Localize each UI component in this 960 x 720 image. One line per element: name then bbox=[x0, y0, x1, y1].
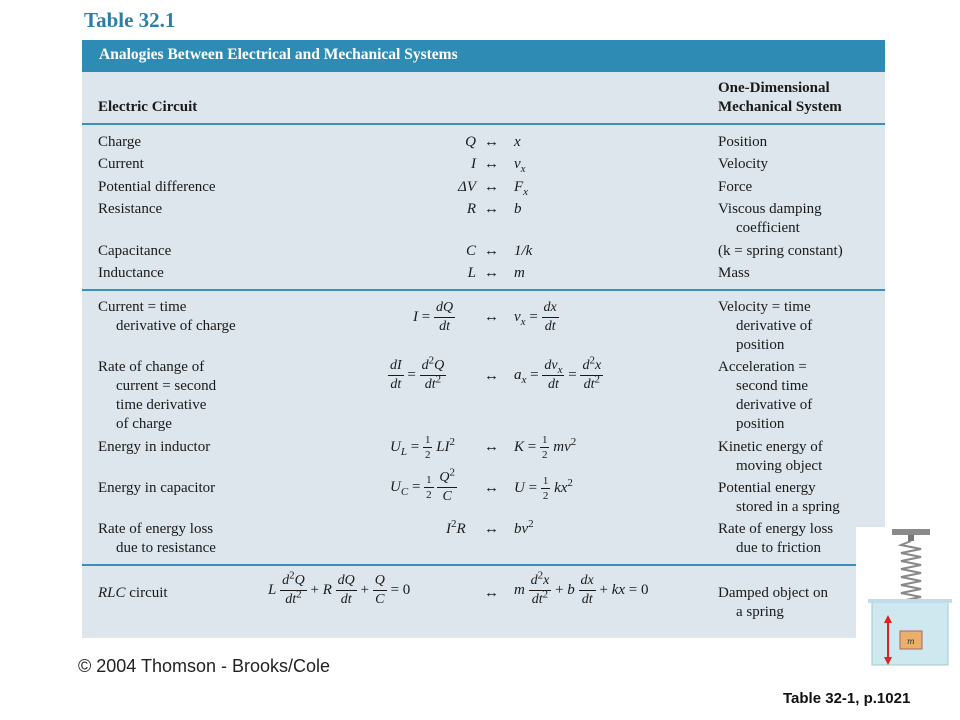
left-current: Current bbox=[98, 156, 144, 172]
eq-rlc: L $\frac{d^2Q}{dt^2}$ + R $\frac{dQ}{dt}$ + $\frac{Q}{C}$ = 0 bbox=[268, 569, 411, 607]
arrow-loss: ↔ bbox=[484, 521, 499, 537]
rule-3 bbox=[82, 564, 885, 566]
arrow-res: ↔ bbox=[484, 201, 499, 217]
col-header-mech-1: One-Dimensional bbox=[718, 80, 830, 96]
right-potential-1: Potential energy bbox=[718, 480, 816, 496]
left-charge: Charge bbox=[98, 134, 142, 150]
table-title: Analogies Between Electrical and Mechanical Systems bbox=[99, 46, 458, 63]
left-rate-4: of charge bbox=[116, 416, 172, 432]
right-damped-1: Damped object on bbox=[718, 585, 828, 601]
mass-label: m bbox=[907, 637, 915, 646]
right-loss-1: Rate of energy loss bbox=[718, 521, 834, 537]
left-capacitance: Capacitance bbox=[98, 243, 172, 259]
eq-capacitor-energy: $U_C$ = $\frac{1}{2}$ $\frac{Q^2}{C}$ bbox=[390, 466, 456, 504]
page-reference: Table 32-1, p.1021 bbox=[783, 690, 911, 707]
table-header-bar bbox=[82, 40, 885, 72]
right-rate-3: derivative of bbox=[736, 397, 813, 413]
right-force: Force bbox=[718, 179, 753, 195]
arrow-rlc: ↔ bbox=[484, 585, 499, 601]
arrow-cap: ↔ bbox=[484, 243, 499, 259]
right-kinetic-1: Kinetic energy of bbox=[718, 439, 823, 455]
left-pd: Potential difference bbox=[98, 179, 216, 195]
sym-m: m bbox=[514, 265, 525, 281]
eq-joule-loss: $I^2R$ bbox=[446, 518, 466, 537]
eq-current-deriv: I = $\frac{dQ}{dt}$ bbox=[413, 300, 454, 334]
left-rate-1: Rate of change of bbox=[98, 359, 205, 375]
arrow-pd: ↔ bbox=[484, 179, 499, 195]
right-kinetic-2: moving object bbox=[736, 458, 823, 474]
left-energy-capacitor: Energy in capacitor bbox=[98, 480, 216, 496]
sym-v: v bbox=[514, 156, 521, 172]
sym-R: R bbox=[466, 201, 476, 217]
spring-figure bbox=[856, 527, 960, 669]
right-velocity: Velocity bbox=[718, 156, 768, 172]
left-rate-3: time derivative bbox=[116, 397, 207, 413]
col-header-mech-2: Mechanical System bbox=[718, 99, 842, 115]
arrow-cur-time: ↔ bbox=[484, 309, 499, 325]
arrow-rate: ↔ bbox=[484, 368, 499, 384]
right-position: Position bbox=[718, 134, 768, 150]
rule-2 bbox=[82, 289, 885, 291]
sym-dV: ΔV bbox=[458, 179, 476, 195]
sym-Q: Q bbox=[465, 134, 476, 150]
left-cur-time-1: Current = time bbox=[98, 299, 187, 315]
right-damped-2: a spring bbox=[736, 604, 784, 620]
right-cur-time-1: Velocity = time bbox=[718, 299, 811, 315]
eq-acceleration: $a_x$ = $\frac{dv_x}{dt}$ = $\frac{d^2x}{dt^2}$ bbox=[514, 354, 602, 392]
left-rate-2: current = second bbox=[116, 378, 217, 394]
arrow-e-ind: ↔ bbox=[484, 439, 499, 455]
sym-L: L bbox=[467, 265, 476, 281]
left-resistance: Resistance bbox=[98, 201, 163, 217]
eq-kinetic-energy: K = $\frac{1}{2}$ $mv^2$ bbox=[514, 434, 577, 461]
eq-velocity-deriv: $v_x$ = $\frac{dx}{dt}$ bbox=[514, 300, 557, 334]
sym-F: F bbox=[514, 179, 524, 195]
right-potential-2: stored in a spring bbox=[736, 499, 840, 515]
left-inductance: Inductance bbox=[98, 265, 164, 281]
eq-inductor-energy: $U_L$ = $\frac{1}{2}$ $LI^2$ bbox=[390, 434, 456, 461]
right-rate-1: Acceleration = bbox=[718, 359, 807, 375]
sym-C: C bbox=[465, 243, 476, 259]
right-spring-const: (k = spring constant) bbox=[718, 243, 843, 259]
sym-1k: 1/k bbox=[514, 243, 533, 259]
right-cur-time-2: derivative of bbox=[736, 318, 813, 334]
left-energy-inductor: Energy in inductor bbox=[98, 439, 211, 455]
arrow-charge: ↔ bbox=[484, 134, 499, 150]
copyright: © 2004 Thomson - Brooks/Cole bbox=[78, 656, 331, 676]
right-rate-4: position bbox=[736, 416, 785, 432]
arrow-ind: ↔ bbox=[484, 265, 499, 281]
sym-b: b bbox=[514, 201, 522, 217]
left-loss-2: due to resistance bbox=[116, 540, 216, 556]
arrow-e-cap: ↔ bbox=[484, 480, 499, 496]
eq-current-second-deriv: $\frac{dI}{dt}$ = $\frac{d^2Q}{dt^2}$ bbox=[390, 354, 445, 392]
left-cur-time-2: derivative of charge bbox=[116, 318, 236, 334]
sym-I: I bbox=[471, 156, 476, 172]
right-loss-2: due to friction bbox=[736, 540, 821, 556]
eq-friction-loss: $bv^2$ bbox=[514, 518, 534, 537]
arrow-current: ↔ bbox=[484, 156, 499, 172]
right-viscous-2: coefficient bbox=[736, 220, 800, 236]
table-number: Table 32.1 bbox=[84, 8, 176, 32]
right-rate-2: second time bbox=[736, 378, 809, 394]
eq-damped: m $\frac{d^2x}{dt^2}$ + b $\frac{dx}{dt}$ + kx = 0 bbox=[514, 569, 649, 607]
left-rlc: RLC circuit bbox=[98, 585, 168, 601]
left-loss-1: Rate of energy loss bbox=[98, 521, 214, 537]
eq-spring-energy: U = $\frac{1}{2}$ $kx^2$ bbox=[514, 475, 573, 502]
rule-1 bbox=[82, 123, 885, 125]
sym-x: x bbox=[514, 134, 521, 150]
right-mass: Mass bbox=[718, 265, 750, 281]
right-cur-time-3: position bbox=[736, 337, 785, 353]
right-viscous-1: Viscous damping bbox=[718, 201, 822, 217]
col-header-electric: Electric Circuit bbox=[98, 99, 198, 115]
